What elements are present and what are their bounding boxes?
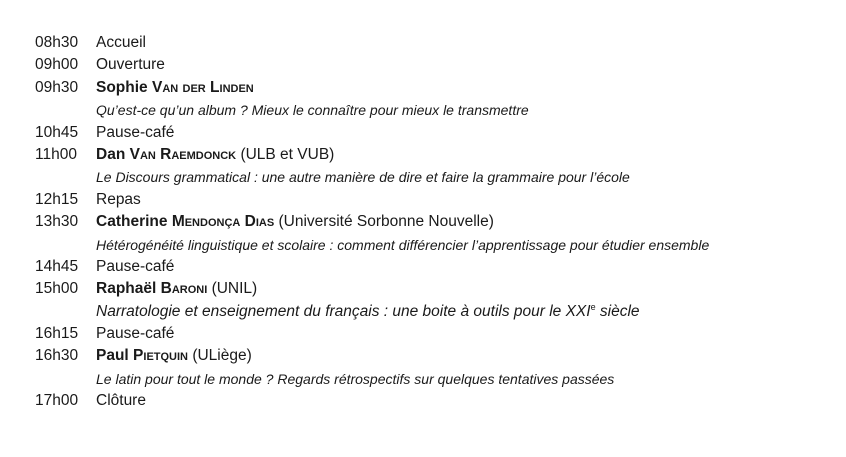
- schedule-row: [35, 144, 835, 166]
- program-schedule: [35, 32, 835, 413]
- time-label: 16h30: [35, 347, 79, 365]
- speaker-first-name: Paul: [96, 347, 129, 365]
- speaker-first-name: Dan: [96, 145, 126, 163]
- schedule-row: [35, 54, 835, 76]
- speaker-affiliation: (ULB et VUB): [240, 145, 335, 163]
- schedule-row: [35, 189, 835, 211]
- time-label: 10h45: [35, 123, 79, 141]
- speaker-last-name: Baroni: [160, 280, 208, 298]
- century-superscript: e: [590, 301, 596, 312]
- time-label: 15h00: [35, 280, 79, 298]
- speaker-last-name: Mendonça Dias: [171, 213, 275, 231]
- time-label: 14h45: [35, 257, 79, 275]
- schedule-row: [35, 211, 835, 233]
- speaker-first-name: Sophie: [96, 78, 148, 96]
- event-label: Pause-café: [96, 257, 175, 275]
- speaker-affiliation: (Université Sorbonne Nouvelle): [278, 213, 494, 231]
- time-label: 17h00: [35, 392, 79, 410]
- speaker-line: [96, 77, 835, 99]
- event-label: Accueil: [96, 34, 146, 51]
- schedule-row: [35, 256, 835, 278]
- speaker-last-name: Pietquin: [133, 347, 188, 365]
- schedule-row: [35, 323, 835, 345]
- talk-title-end: siècle: [595, 302, 640, 320]
- talk-title: Qu’est-ce qu’un album ? Mieux le connaître pour mieux le transmettre: [96, 102, 529, 119]
- schedule-row: [35, 32, 835, 54]
- schedule-row: [35, 77, 835, 99]
- talk-title: [35, 301, 835, 323]
- event-label: Pause-café: [96, 325, 175, 343]
- speaker-line: [96, 211, 835, 233]
- schedule-row: [35, 122, 835, 144]
- speaker-line: [96, 278, 835, 300]
- speaker-affiliation: (ULiège): [192, 347, 252, 365]
- schedule-row: [35, 345, 835, 367]
- event-label: Pause-café: [96, 123, 175, 141]
- talk-title: Le latin pour tout le monde ? Regards rétrospectifs sur quelques tentatives passées: [96, 370, 615, 387]
- talk-title-text: Narratologie et enseignement du français : une boite à outils pour le XXI: [96, 302, 591, 320]
- time-label: 09h00: [35, 56, 79, 74]
- speaker-line: [96, 345, 835, 367]
- event-label: Ouverture: [96, 56, 165, 74]
- time-label: 13h30: [35, 213, 79, 231]
- time-label: 11h00: [35, 145, 77, 163]
- time-label: 09h30: [35, 78, 79, 96]
- event-label: Repas: [96, 190, 141, 208]
- talk-title: Hétérogénéité linguistique et scolaire : comment différencier l’apprentissage pour étudier ensemble: [96, 236, 710, 253]
- time-label: 12h15: [35, 190, 79, 208]
- schedule-row: [35, 390, 835, 412]
- speaker-last-name: Van der Linden: [151, 78, 254, 96]
- time-label: 16h15: [35, 325, 79, 343]
- speaker-line: [96, 144, 835, 166]
- schedule-row: [35, 278, 835, 300]
- speaker-first-name: Raphaël: [96, 280, 157, 298]
- speaker-last-name: Van Raemdonck: [129, 145, 237, 163]
- talk-title: Le Discours grammatical : une autre manière de dire et faire la grammaire pour l’école: [96, 169, 630, 186]
- speaker-affiliation: (UNIL): [211, 280, 258, 298]
- event-label: Clôture: [96, 392, 146, 410]
- speaker-first-name: Catherine: [96, 213, 168, 231]
- time-label: 08h30: [35, 34, 79, 51]
